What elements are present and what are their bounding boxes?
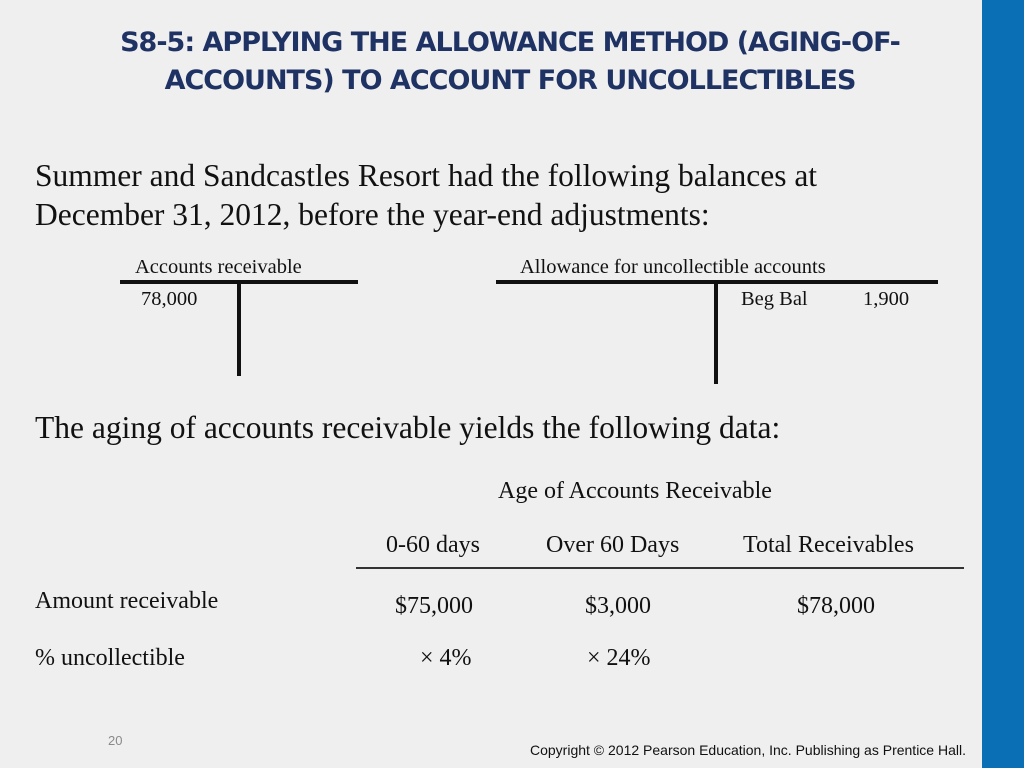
- t-account-title: Allowance for uncollectible accounts: [520, 256, 826, 278]
- cell-percent-0-60: × 4%: [420, 645, 472, 671]
- column-header-0-60-days: 0-60 days: [386, 532, 480, 558]
- intro-paragraph: [35, 156, 975, 234]
- t-account-vertical-line: [714, 280, 718, 384]
- t-account-vertical-line: [237, 280, 241, 376]
- slide-title: [40, 24, 980, 100]
- accent-side-bar: [982, 0, 1024, 768]
- cell-amount-total: $78,000: [797, 593, 875, 619]
- intro-line-1: Summer and Sandcastles Resort had the following balances at: [35, 158, 818, 193]
- copyright-notice: Copyright © 2012 Pearson Education, Inc. Publishing as Prentice Hall.: [529, 742, 966, 758]
- t-account-credit-value: 1,900: [863, 288, 910, 310]
- column-header-total-receivables: Total Receivables: [743, 532, 914, 558]
- slide-title-line-1: S8-5: APPLYING THE ALLOWANCE METHOD (AGING-OF-: [120, 27, 900, 58]
- t-account-debit-value: 78,000: [141, 288, 198, 310]
- slide-title-line-2: ACCOUNTS) TO ACCOUNT FOR UNCOLLECTIBLES: [164, 65, 856, 96]
- row-label-percent-uncollectible: % uncollectible: [35, 645, 185, 671]
- header-rule: [356, 567, 964, 569]
- page-number: 20: [108, 733, 123, 748]
- cell-percent-over-60: × 24%: [587, 645, 651, 671]
- cell-amount-over-60: $3,000: [585, 593, 651, 619]
- aging-group-header: Age of Accounts Receivable: [498, 478, 772, 504]
- intro-line-2: December 31, 2012, before the year-end adjustments:: [35, 197, 710, 232]
- row-label-amount-receivable: Amount receivable: [35, 588, 219, 614]
- t-account-title: Accounts receivable: [135, 256, 302, 278]
- aging-intro-text: The aging of accounts receivable yields the following data:: [35, 410, 781, 445]
- column-header-over-60-days: Over 60 Days: [546, 532, 680, 558]
- cell-amount-0-60: $75,000: [395, 593, 473, 619]
- t-account-credit-label: Beg Bal: [741, 288, 808, 310]
